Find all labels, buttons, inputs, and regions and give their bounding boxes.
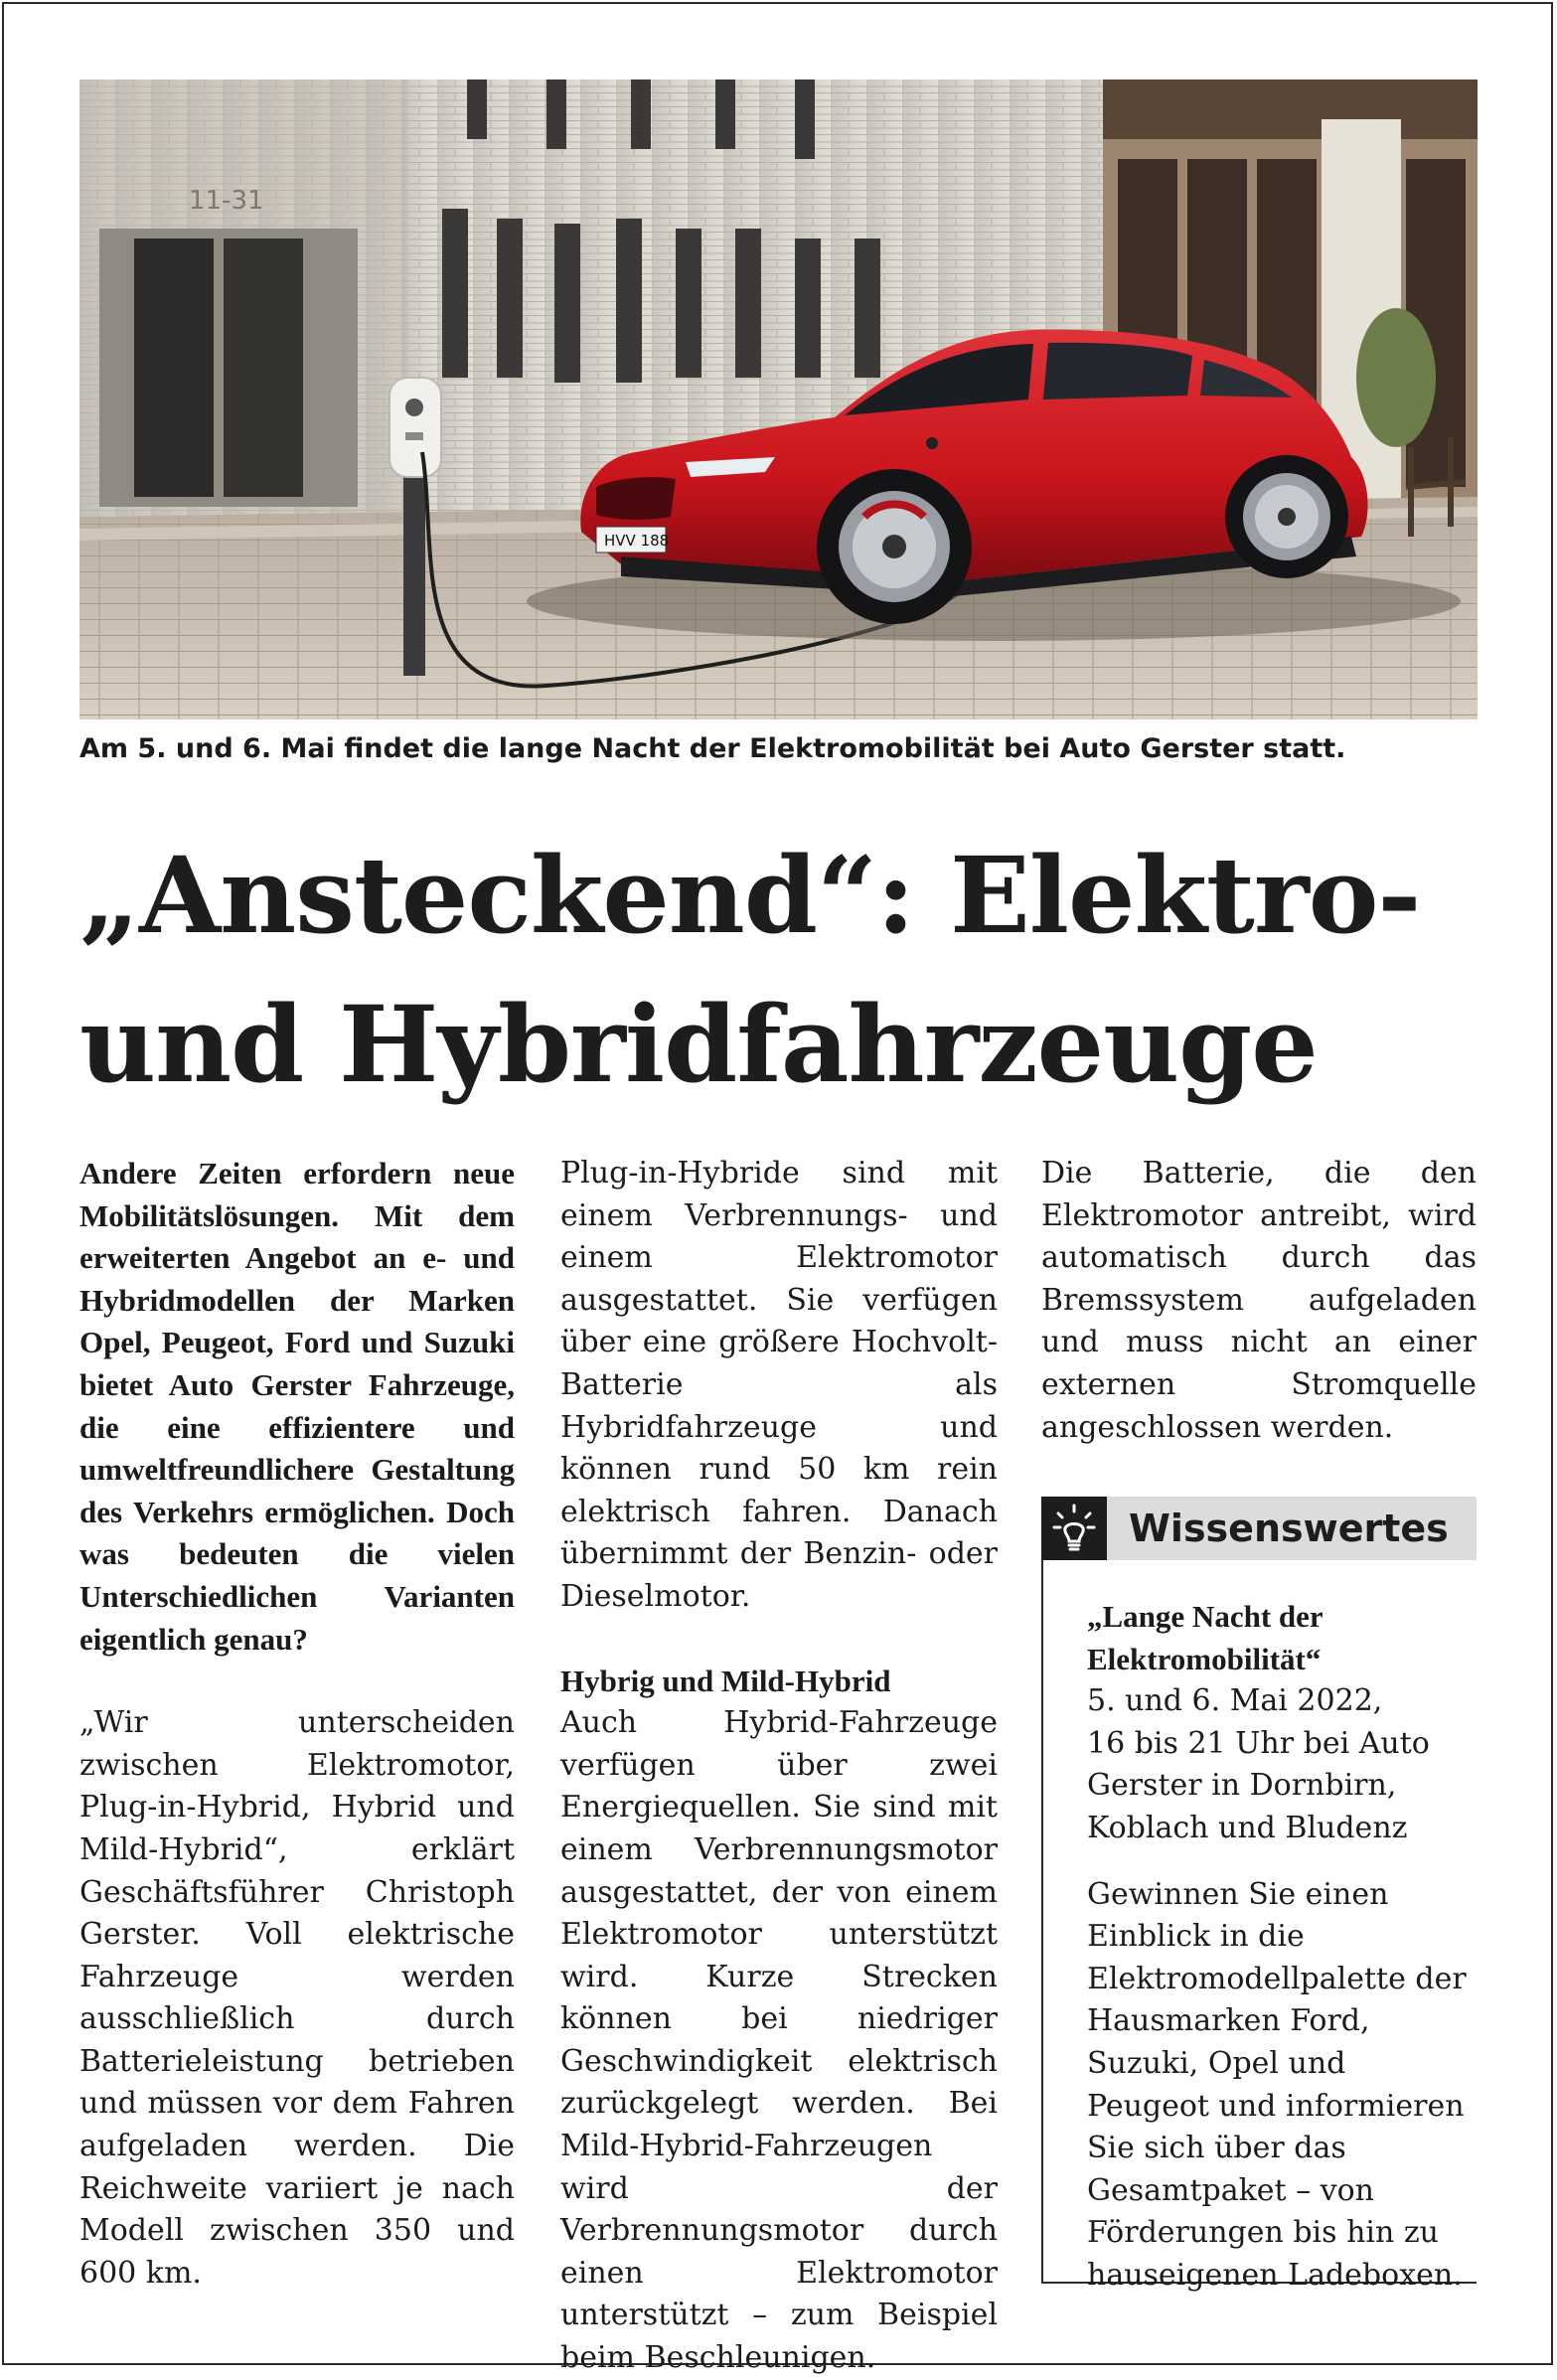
body-paragraph-1: „Wir unterscheiden zwischen Elektromotor, Plug-in-Hybrid, Hybrid und Mild-Hybrid“, erklärt Geschäftsführer Christoph Gerster. Voll elektrische Fahrzeuge werden ausschließlich durch Batterieleistung betrieben und müssen vor dem Fahren aufgeladen werden. Die Reichweite variiert je nach Modell zwischen 350 und 600 km. [79, 1705, 515, 2291]
infobox-title: Wissenswertes [1129, 1507, 1449, 1550]
infobox-text: Gewinnen Sie einen Einblick in die Elektromodellpalette der Hausmarken Ford, Suzuki, Opel und Peugeot und informieren Sie sich über das Gesamtpaket – von Förderungen bis hin zu hauseigenen Ladeboxen. [1087, 1876, 1467, 2293]
article-photo [79, 79, 1478, 719]
body-paragraph-4: Die Batterie, die den Elektromotor antreibt, wird automatisch durch das Bremssystem aufgeladen und muss nicht an einer externen Stromquelle angeschlossen werden. [1041, 1156, 1477, 1445]
infobox-header [1041, 1497, 1477, 1560]
body-paragraph-2: Plug-in-Hybride sind mit einem Verbrennungs- und einem Elektromotor ausgestattet. Sie verfügen über eine größere Hochvolt-Batterie als Hybridfahrzeuge und können rund 50 km rein elektrisch fahren. Danach übernimmt der Benzin- oder Dieselmotor. [560, 1156, 998, 1614]
article-column-2 [560, 1153, 998, 2380]
event-place-1: Gerster in Dornbirn, [1087, 1768, 1397, 1804]
license-plate: HVV 188 [604, 532, 670, 550]
infobox-body [1041, 1560, 1477, 2293]
ev-charging-photo [79, 79, 1478, 719]
headline-line-1: „Ansteckend“: Elektro- [79, 833, 1421, 957]
front-wheel [817, 469, 972, 624]
headline [79, 821, 1490, 1119]
event-name: „Lange Nacht der Elektromobilität“ [1087, 1599, 1323, 1676]
headline-line-2: und Hybridfahrzeuge [79, 982, 1318, 1106]
event-place-2: Koblach und Bludenz [1087, 1810, 1408, 1845]
event-date: 5. und 6. Mai 2022, [1087, 1683, 1383, 1719]
section-subhead: Hybrig und Mild-Hybrid [560, 1663, 891, 1698]
body-paragraph-3: Auch Hybrid-Fahrzeuge verfügen über zwei Energiequellen. Sie sind mit einem Verbrennungsmotor ausgestattet, der von einem Elektromotor unterstützt wird. Kurze Strecken können bei niedriger Geschwindigkeit elektrisch zurückgelegt werden. Bei Mild-Hybrid-Fahrzeugen wird der Verbrennungsmotor durch einen Elektromotor unterstützt – zum Beispiel beim Beschleunigen. [560, 1705, 998, 2376]
event-time: 16 bis 21 Uhr bei Auto [1087, 1725, 1430, 1761]
house-number: 11-31 [189, 186, 264, 216]
article-column-1 [79, 1153, 515, 2295]
article-column-3 [1041, 1153, 1477, 1449]
lead-paragraph: Andere Zeiten erfordern neue Mobilitätslösungen. Mit dem erweiterten Angebot an e- und Hybridmodellen der Marken Opel, Peugeot, Ford und Suzuki bietet Auto Gerster Fahrzeuge, die eine effizientere und umweltfreundlichere Gestaltung des Verkehrs ermöglichen. Doch was bedeuten die vielen Unterschiedlichen Varianten eigentlich genau? [79, 1156, 515, 1657]
photo-caption: Am 5. und 6. Mai findet die lange Nacht der Elektromobilität bei Auto Gerster statt. [79, 733, 1346, 764]
rear-wheel [1225, 455, 1348, 578]
lightbulb-icon [1041, 1497, 1107, 1560]
